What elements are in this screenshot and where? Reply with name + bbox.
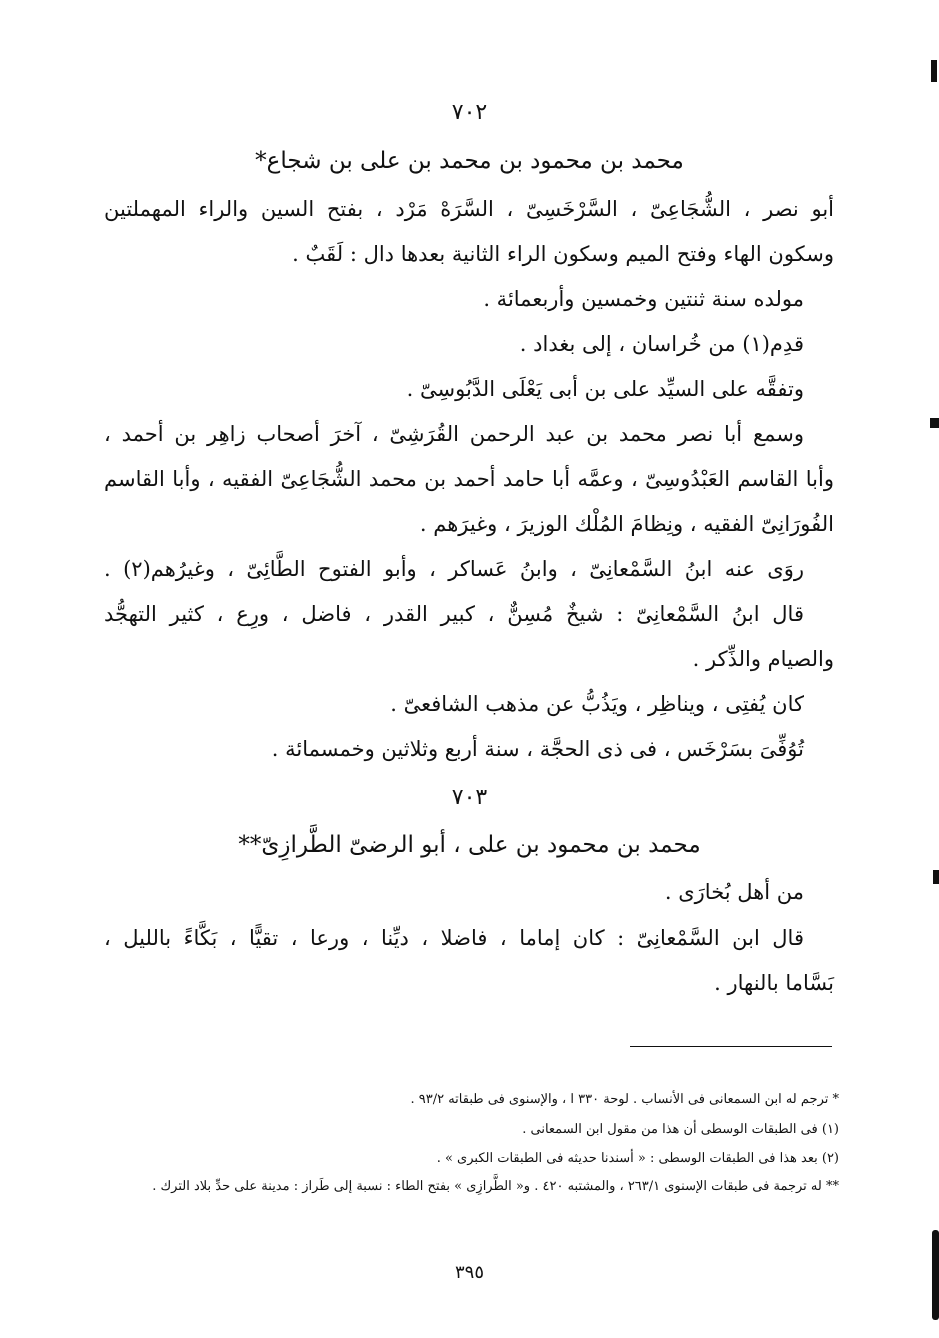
- paragraph-line: قال ابن السَّمْعانِىّ : كان إماما ، فاضلا ، ديِّنا ، ورعا ، تقيًّا ، بَكَّاءً بالليل ،: [104, 926, 804, 950]
- page-number: ٣٩٥: [454, 1262, 484, 1283]
- scan-mark: [931, 60, 937, 82]
- paragraph-line: قدِم(١) من خُراسان ، إلى بغداد .: [519, 332, 804, 356]
- entry-title: محمد بن محمود بن على ، أبو الرضىّ الطَّرازِىّ**: [238, 832, 701, 858]
- paragraph-line: روَى عنه ابنُ السَّمْعانِىّ ، وابنُ عَساكر ، وأبو الفتوح الطَّائِىّ ، وغيرُهم(٢) .: [104, 557, 805, 581]
- paragraph-line: بَسَّاما بالنهار .: [714, 971, 834, 995]
- paragraph-line: وسمع أبا نصر محمد بن عبد الرحمن القُرَشِىّ ، آخرَ أصحاب زاهِر بن أحمد ،: [104, 422, 804, 446]
- paragraph-line: وأبا القاسم العَبْدُوسِىّ ، وعمَّه أبا حامد أحمد بن محمد الشُّجَاعِىّ الفقيه ، وأبا القاسم: [104, 467, 834, 491]
- paragraph-line: قال ابنُ السَّمْعانِىّ : شيخٌ مُسِنٌّ ، كبير القدر ، فاضل ، ورِع ، كثير التهجُّد: [104, 602, 804, 626]
- footnote-separator: [630, 1046, 832, 1047]
- paragraph-line: مولده سنة ثنتين وخمسين وأربعمائة .: [483, 287, 804, 311]
- paragraph-line: الفُورَانِىّ الفقيه ، ونِظامَ المُلْك الوزيرَ ، وغيرَهم .: [419, 512, 834, 536]
- footnote: ** له ترجمة فى طبقات الإسنوى ٢٦٣/١ ، والمشتبه ٤٢٠ . و« الطَّرازِى » بفتح الطاء : نسبة إلى طَراز : مدينة على حدِّ بلاد الترك .: [152, 1179, 839, 1194]
- entry-title: محمد بن محمود بن محمد بن على بن شجاع*: [255, 148, 684, 174]
- paragraph-line: وسكون الهاء وفتح الميم وسكون الراء الثانية بعدها دال : لَقَبٌ .: [292, 242, 834, 266]
- scan-mark: [930, 418, 939, 428]
- entry-number: ٧٠٣: [451, 785, 488, 810]
- paragraph-line: تُوُفِّىَ بسَرْخَس ، فى ذى الحجَّة ، سنة أربع وثلاثين وخمسمائة .: [271, 737, 804, 761]
- scan-mark: [932, 1230, 939, 1320]
- paragraph-line: أبو نصر ، الشُّجَاعِىّ ، السَّرْخَسِىّ ، السَّرَهْ مَرْد ، بفتح السين والراء المهملتين: [104, 197, 834, 221]
- footnote: * ترجم له ابن السمعانى فى الأنساب . لوحة ٣٣٠ ا ، والإسنوى فى طبقاته ٩٣/٢ .: [410, 1092, 839, 1107]
- paragraph-line: كان يُفتِى ، ويناظِر ، ويَذُبُّ عن مذهب الشافعىّ .: [390, 692, 804, 716]
- paragraph-line: والصيام والذِّكر .: [692, 647, 834, 671]
- paragraph-line: من أهل بُخارَى .: [664, 880, 804, 904]
- footnote: (٢) بعد هذا فى الطبقات الوسطى : « أسندنا حديثه فى الطبقات الكبرى » .: [436, 1151, 839, 1166]
- footnote: (١) فى الطبقات الوسطى أن هذا من مقول ابن السمعانى .: [522, 1122, 839, 1137]
- scan-mark: [933, 870, 939, 884]
- paragraph-line: وتفقَّه على السيِّد على بن أبى يَعْلَى الدَّبُوسِىّ .: [406, 377, 804, 401]
- entry-number: ٧٠٢: [451, 100, 488, 125]
